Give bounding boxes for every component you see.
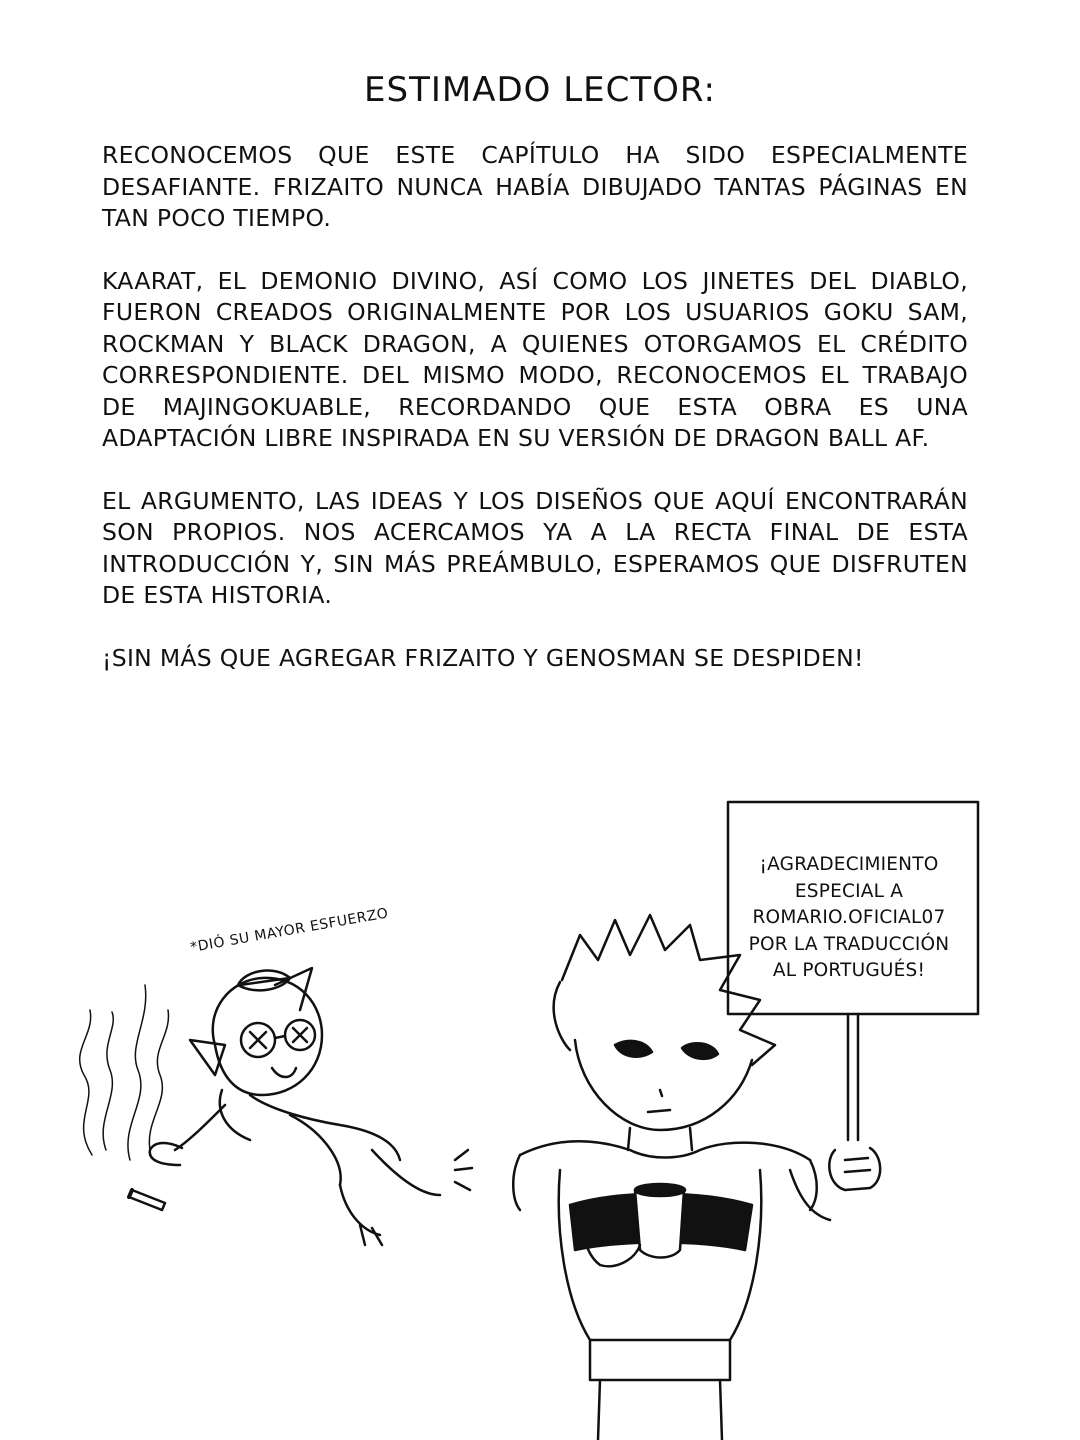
letter-paragraph-3: EL ARGUMENTO, LAS IDEAS Y LOS DISEÑOS QUE AQUÍ ENCONTRARÁN SON PROPIOS. NOS ACERCAMOS YA A LA RECTA FINAL DE ESTA INTRODUCCIÓN Y, SIN MÁS PREÁMBULO, ESPERAMOS QUE DISFRUTEN DE ESTA HISTORIA. (102, 486, 968, 609)
exhausted-character-drawing (80, 968, 472, 1245)
sign-line-4: POR LA TRADUCCIÓN (748, 933, 950, 955)
letter-title: ESTIMADO LECTOR: (364, 70, 716, 110)
sign-line-1: ¡AGRADECIMIENTO (759, 854, 939, 875)
letter-body (102, 140, 968, 705)
letter-farewell: ¡SIN MÁS QUE AGREGAR FRIZAITO Y GENOSMAN SE DESPIDEN! (102, 643, 864, 672)
thanks-sign (732, 852, 966, 985)
letter-paragraph-2: KAARAT, EL DEMONIO DIVINO, ASÍ COMO LOS JINETES DEL DIABLO, FUERON CREADOS ORIGINALMENTE POR LOS USUARIOS GOKU SAM, ROCKMAN Y BLACK DRAGON, A QUIENES OTORGAMOS EL CRÉDITO CORRESPONDIENTE. DEL MISMO MODO, RECONOCEMOS EL TRABAJO DE MAJINGOKUABLE, RECORDANDO QUE ESTA OBRA ES UNA ADAPTACIÓN LIBRE INSPIRADA EN SU VERSIÓN DE DRAGON BALL AF. (102, 266, 968, 452)
sign-line-3: ROMARIO.OFICIAL07 (752, 907, 946, 928)
effort-note: *DIÓ SU MAYOR ESFUERZO (189, 905, 390, 956)
sign-line-5: AL PORTUGUÉS! (772, 960, 926, 981)
letter-paragraph-1: RECONOCEMOS QUE ESTE CAPÍTULO HA SIDO ESPECIALMENTE DESAFIANTE. FRIZAITO NUNCA HABÍA DIBUJADO TANTAS PÁGINAS EN TAN POCO TIEMPO. (102, 141, 968, 232)
sign-line-2: ESPECIAL A (794, 880, 904, 902)
